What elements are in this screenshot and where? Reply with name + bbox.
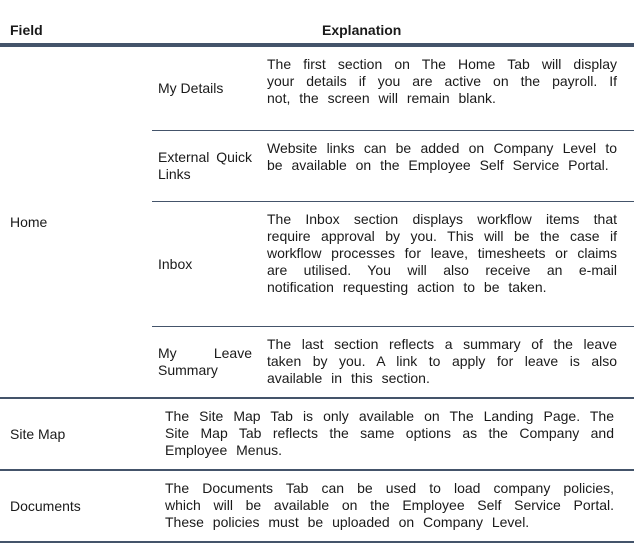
subfield-label-external-quick-links: External Quick Links — [158, 149, 252, 182]
table-subrow-inbox — [152, 202, 634, 327]
subfield-label-my-leave-summary: My Leave Summary — [158, 345, 252, 378]
explanation-my-leave-summary: The last section reflects a summary of the leave taken by you. A link to apply for leave is also available in this section. — [267, 336, 617, 386]
table-subrow-external-quick-links — [152, 131, 634, 202]
field-label-site-map: Site Map — [10, 425, 66, 442]
table-subrow-my-details — [152, 47, 634, 131]
column-header-explanation: Explanation — [322, 22, 402, 38]
explanation-inbox: The Inbox section displays workflow items that require approval by you. This will be the case if workflow processes for leave, timesheets or claims are utilised. You will also receive an e-mail notification requesting action to be taken. — [267, 211, 617, 295]
table-row-documents — [0, 471, 634, 543]
table-subrow-my-leave-summary — [152, 327, 634, 397]
table-row-site-map — [0, 399, 634, 471]
field-label-home: Home — [10, 213, 48, 230]
home-subrows — [152, 47, 634, 397]
subfield-label-inbox: Inbox — [158, 255, 193, 272]
subfield-label-my-details: My Details — [158, 80, 224, 96]
explanation-site-map: The Site Map Tab is only available on The Landing Page. The Site Map Tab reflects the same options as the Company and Employee Menus. — [165, 408, 614, 458]
table-header-row — [0, 0, 634, 47]
field-label-documents: Documents — [10, 497, 81, 514]
column-header-field: Field — [10, 22, 43, 38]
explanation-external-quick-links: Website links can be added on Company Level to be available on the Employee Self Service Portal. — [267, 140, 617, 173]
explanation-my-details: The first section on The Home Tab will display your details if you are active on the payroll. If not, the screen will remain blank. — [267, 56, 617, 106]
table-row-home — [0, 47, 634, 399]
explanation-documents: The Documents Tab can be used to load company policies, which will be available on the Employee Self Service Portal. These policies must be uploaded on Company Level. — [165, 480, 614, 530]
